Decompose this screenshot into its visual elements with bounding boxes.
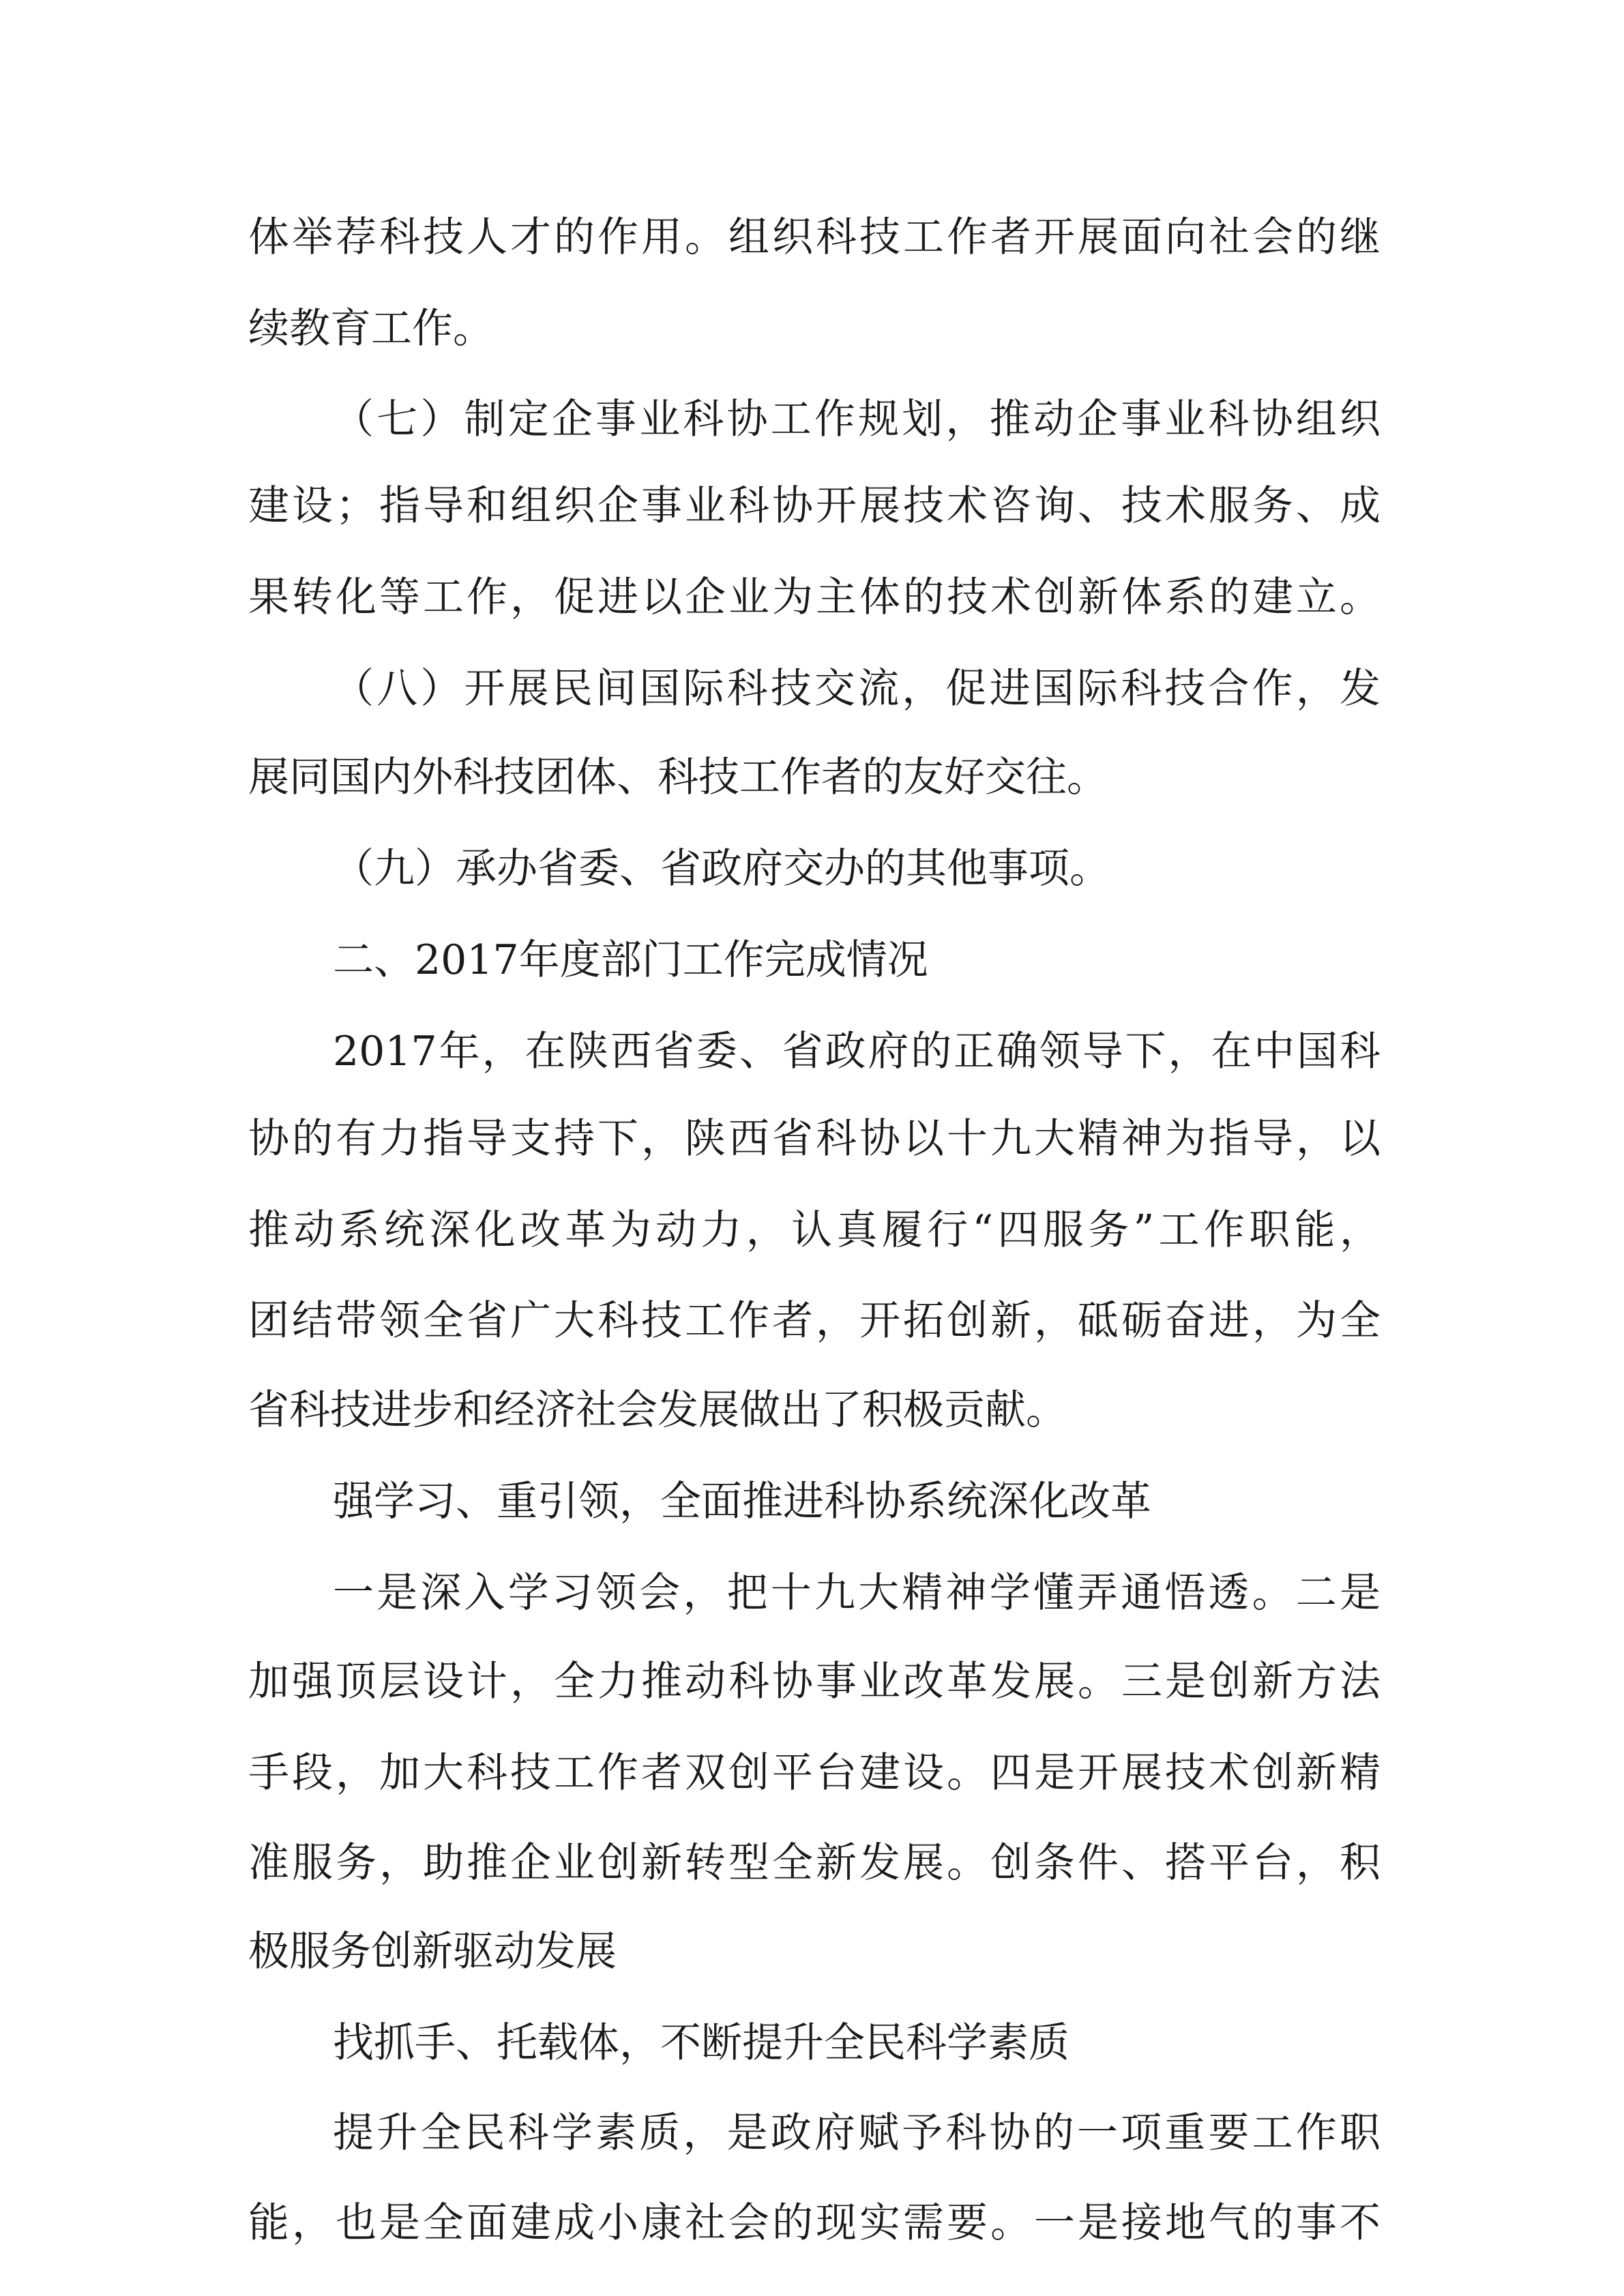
text-line: 准服务，助推企业创新转型全新发展。创条件、搭平台，积 bbox=[248, 1839, 1381, 1887]
text-line: 体举荐科技人才的作用。组织科技工作者开展面向社会的继 bbox=[248, 213, 1381, 261]
text-line: 能，也是全面建成小康社会的现实需要。一是接地气的事不 bbox=[248, 2199, 1381, 2247]
text-line: 提升全民科学素质，是政府赋予科协的一项重要工作职 bbox=[333, 2109, 1381, 2157]
text-line: 2017年，在陕西省委、省政府的正确领导下，在中国科 bbox=[333, 1028, 1381, 1075]
text-line: 手段，加大科技工作者双创平台建设。四是开展技术创新精 bbox=[248, 1749, 1381, 1797]
text-line: （九）承办省委、省政府交办的其他事项。 bbox=[333, 845, 1110, 893]
text-line: 团结带领全省广大科技工作者，开拓创新，砥砺奋进，为全 bbox=[248, 1297, 1381, 1345]
text-line: （八）开展民间国际科技交流，促进国际科技合作，发 bbox=[333, 665, 1381, 713]
text-line: 展同国内外科技团体、科技工作者的友好交往。 bbox=[248, 754, 1108, 801]
text-line: 协的有力指导支持下，陕西省科协以十九大精神为指导，以 bbox=[248, 1115, 1381, 1163]
subsection-heading: 找抓手、托载体，不断提升全民科学素质 bbox=[333, 2019, 1069, 2067]
section-heading: 二、2017年度部门工作完成情况 bbox=[333, 936, 928, 984]
subsection-heading: 强学习、重引领，全面推进科协系统深化改革 bbox=[333, 1478, 1151, 1525]
text-line: （七）制定企事业科协工作规划，推动企事业科协组织 bbox=[333, 396, 1381, 443]
text-line: 果转化等工作，促进以企业为主体的技术创新体系的建立。 bbox=[248, 573, 1381, 621]
text-line: 一是深入学习领会，把十九大精神学懂弄通悟透。二是 bbox=[333, 1569, 1381, 1617]
text-line: 加强顶层设计，全力推动科协事业改革发展。三是创新方法 bbox=[248, 1658, 1381, 1705]
text-line: 建设；指导和组织企事业科协开展技术咨询、技术服务、成 bbox=[248, 482, 1381, 530]
text-line: 续教育工作。 bbox=[248, 305, 494, 353]
text-line: 推动系统深化改革为动力，认真履行“四服务”工作职能， bbox=[248, 1206, 1381, 1254]
text-line: 省科技进步和经济社会发展做出了积极贡献。 bbox=[248, 1386, 1067, 1434]
text-line: 极服务创新驱动发展 bbox=[248, 1928, 617, 1976]
